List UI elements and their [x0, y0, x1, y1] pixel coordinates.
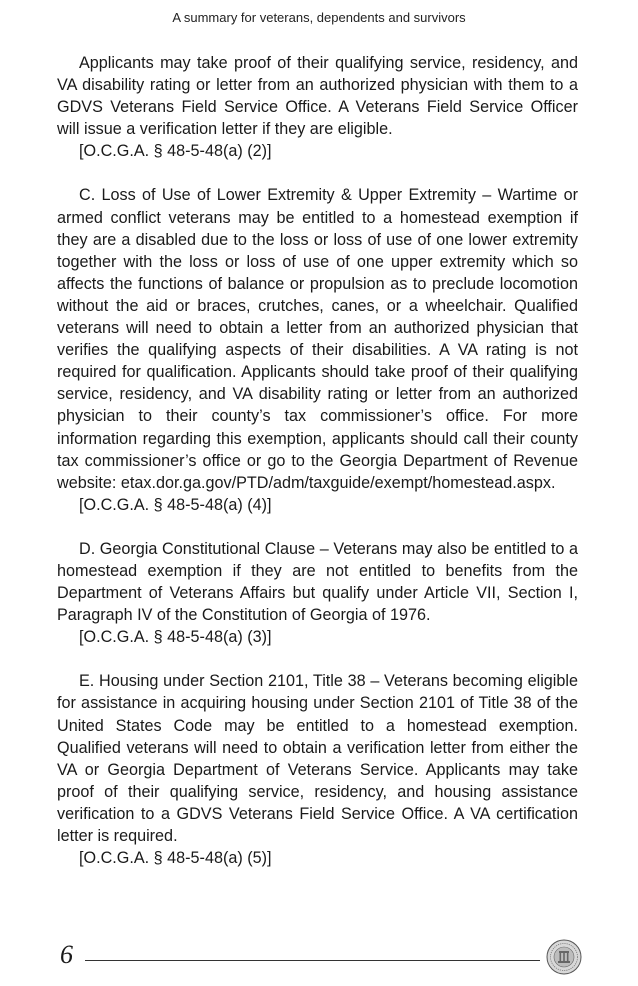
footer-rule	[85, 960, 540, 961]
page-body	[57, 52, 578, 891]
section-verification	[57, 52, 578, 162]
citation: [O.C.G.A. § 48-5-48(a) (5)]	[79, 849, 272, 868]
paragraph: D. Georgia Constitutional Clause – Veterans may also be entitled to a homestead exemption if they are not entitled to benefits from the Department of Veterans Affairs but qualify under Article VII, Section I, Paragraph IV of the Constitution of Georgia of 1976.	[57, 539, 578, 625]
running-header: A summary for veterans, dependents and survivors	[172, 10, 466, 25]
paragraph: Applicants may take proof of their qualifying service, residency, and VA disability rating or letter from an authorized physician with them to a GDVS Veterans Field Service Office. A Veterans Field Service Officer will issue a verification letter if they are eligible.	[57, 54, 578, 139]
state-seal-icon	[546, 939, 582, 975]
page-number: 6	[60, 940, 73, 969]
section-loss-of-use	[57, 184, 578, 515]
paragraph: E. Housing under Section 2101, Title 38 – Veterans becoming eligible for assistance in acquiring housing under Section 2101 of Title 38 of the United States Code may be entitled to a homestead exemption. Qualified veterans will need to obtain a verification letter from either the VA or Georgia Department of Veterans Service. Applicants may take proof of their qualifying service, residency, and housing assistance verification to a GDVS Veterans Field Service Office. A VA certification letter is required.	[57, 672, 578, 845]
citation: [O.C.G.A. § 48-5-48(a) (4)]	[79, 495, 272, 514]
citation: [O.C.G.A. § 48-5-48(a) (2)]	[79, 142, 272, 161]
citation: [O.C.G.A. § 48-5-48(a) (3)]	[79, 628, 272, 647]
section-housing	[57, 670, 578, 869]
paragraph: C. Loss of Use of Lower Extremity & Upper Extremity – Wartime or armed conflict veterans may be entitled to a homestead exemption if they are a disabled due to the loss or loss of use of one lower extremity together with the loss or loss of use of one upper extremity which so affects the functions of balance or propulsion as to preclude locomotion without the aid or braces, crutches, canes, or a wheelchair. Qualified veterans will need to obtain a letter from an authorized physician that verifies the qualifying aspects of their disabilities. A VA rating is not required for qualification. Applicants should take proof of their qualifying service, residency, and VA disability rating or letter from an authorized physician to their county’s tax commissioner’s office. For more information regarding this exemption, applicants should call their county tax commissioner’s office or go to the Georgia Department of Revenue website: etax.dor.ga.gov/PTD/adm/taxguide/exempt/homestead.aspx.	[57, 186, 578, 492]
section-constitutional-clause	[57, 538, 578, 648]
